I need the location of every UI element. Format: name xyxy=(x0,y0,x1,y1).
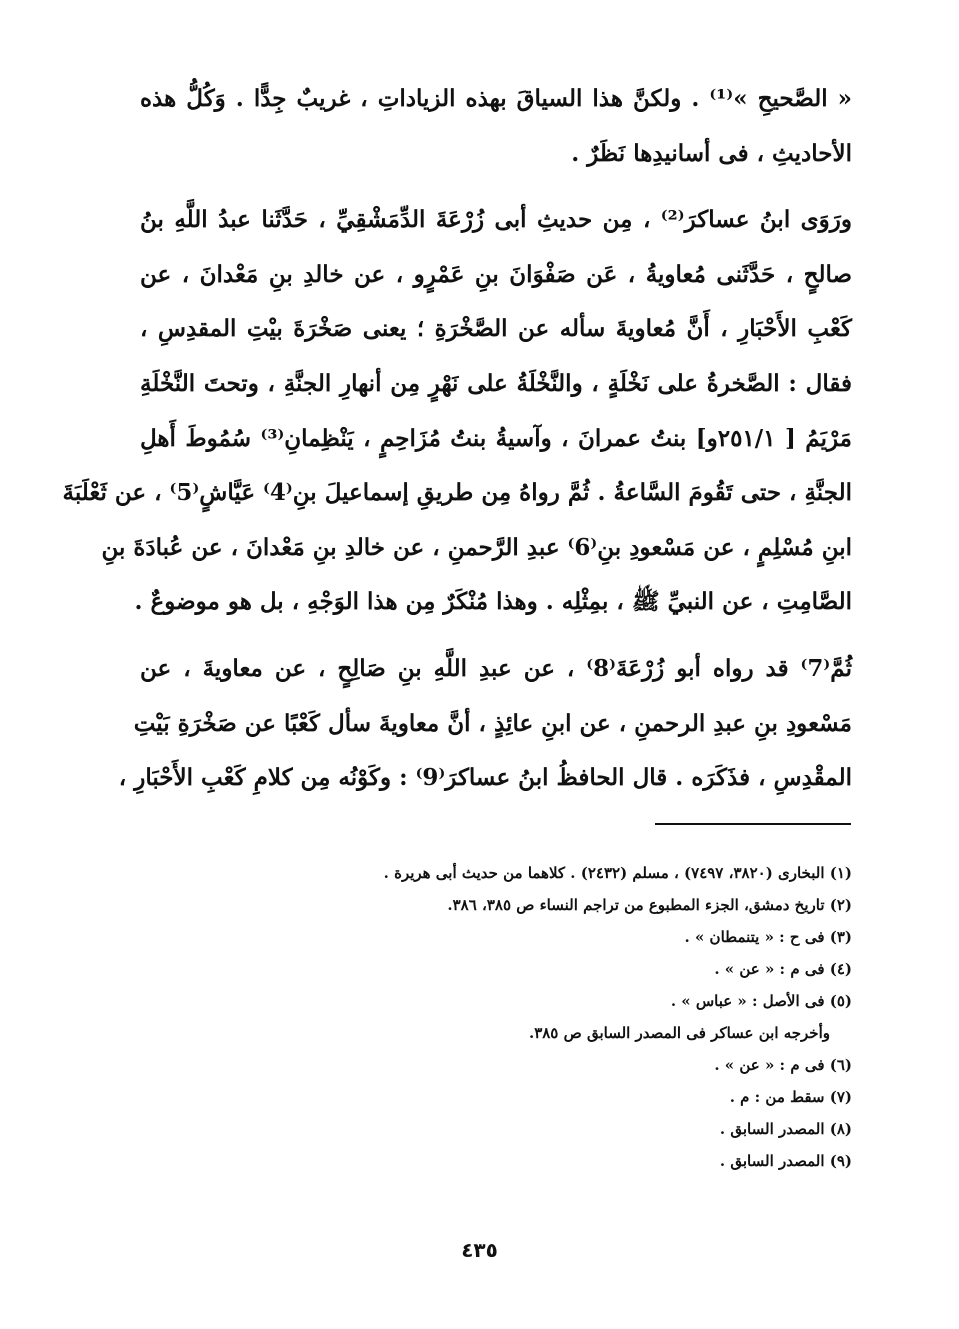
footnote: (٨) المصدر السابق . xyxy=(719,1120,852,1138)
body-line: الأحاديثِ ، فى أسانيدِها نَظَرٌ . xyxy=(571,139,852,167)
body-line: المقْدِسِ ، فذَكَرَه . قال الحافظُ ابنُ عساكرَ⁽9⁾ : وكَوْنُه مِن كلامِ كَعْبِ الأَحْبَارِ ، xyxy=(118,764,852,792)
body-line: الجنَّةِ ، حتى تَقُومَ السَّاعةُ . ثُمَّ رواهُ مِن طريقِ إسماعيلَ بنِ⁽4⁾ عَيَّاشٍ⁽5⁾ ، عن ثَعْلَبَةَ xyxy=(62,479,852,507)
footnote: (٦) فى م : « عن » . xyxy=(714,1056,852,1074)
body-line: صالحٍ ، حَدَّثَنى مُعاويةُ ، عَن صَفْوَانَ بنِ عَمْرٍو ، عن خالدِ بنِ مَعْدانَ ، عن xyxy=(140,260,852,288)
footnote: (٥) فى الأصل : « عباس » . xyxy=(670,992,852,1010)
footnote: (٩) المصدر السابق . xyxy=(719,1152,852,1170)
footnote: (٢) تاريخ دمشق، الجزء المطبوع من تراجم النساء ص ٣٨٥، ٣٨٦. xyxy=(447,896,852,914)
footnote: (٤) فى م : « عن » . xyxy=(714,960,852,978)
body-line: مَسْعودِ بنِ عبدِ الرحمنِ ، عن ابنِ عائِذٍ ، أنَّ معاويةَ سأل كَعْبًا عن صَخْرَةِ بَيْتِ xyxy=(133,709,852,737)
footnote: (٧) سقط من : م . xyxy=(729,1088,852,1106)
body-line: ابنِ مُسْلِمٍ ، عن مَسْعودِ بنِ⁽6⁾ عبدِ الرَّحمنِ ، عن خالدِ بنِ مَعْدانَ ، عن عُبادَةَ بنِ xyxy=(101,533,852,561)
paragraph-gap xyxy=(140,630,852,642)
footnote: (٣) فى ح : « يتنمطان » . xyxy=(684,928,852,946)
footnote-continuation: وأخرجه ابن عساكر فى المصدر السابق ص ٣٨٥. xyxy=(528,1024,830,1042)
main-text xyxy=(62,72,852,806)
body-line: الصَّامِتِ ، عن النبيِّ ﷺ ، بمِثْلِه . وهذا مُنْكَرٌ مِن هذا الوَجْهِ ، بل هو موضوعٌ . xyxy=(134,588,852,616)
body-line: ثُمَّ⁽7⁾ قد رواه أبو زُرْعَةَ⁽8⁾ ، عن عبدِ اللَّهِ بنِ صَالِحٍ ، عن معاويةَ ، عن xyxy=(140,654,852,682)
body-line: مَرْيَمُ [ ٢٥١/١و] بنتُ عمرانَ ، وآسيةُ بنتُ مُزَاحِمٍ ، يَنْظِمانِ⁽³⁾ سُمُوطَ أَهلِ xyxy=(140,424,852,452)
body-line: فقال : الصَّخرةُ على نَخْلَةٍ ، والنَّخْلَةُ على نَهْرٍ مِن أنهارِ الجنَّةِ ، وتحتَ النَّخْلَةِ xyxy=(140,369,852,397)
paragraph-gap xyxy=(140,181,852,193)
body-line: كَعْبِ الأَحْبَارِ ، أَنَّ مُعاويةَ سأله عن الصَّخْرَةِ ؛ يعنى صَخْرَةَ بيْتِ المقدِسِ ، xyxy=(140,315,852,343)
body-line: ورَوَى ابنُ عساكرَ⁽²⁾ ، مِن حديثِ أبى زُرْعَةَ الدِّمَشْقِيِّ ، حَدَّثَنا عبدُ اللَّهِ بنُ xyxy=(140,206,852,234)
body-line: « الصَّحيحِ »⁽¹⁾ . ولكنَّ هذا السياقَ بهذه الزياداتِ ، غريبٌ جِدًّا . وَكُلُّ هذه xyxy=(140,85,852,112)
footnotes xyxy=(240,857,852,1177)
page-number: ٤٣٥ xyxy=(461,1238,498,1262)
footnote: (١) البخارى (٣٨٢٠، ٧٤٩٧) ، مسلم (٢٤٣٢) . كلاهما من حديث أبى هريرة . xyxy=(383,864,852,882)
footnote-separator xyxy=(655,823,851,825)
